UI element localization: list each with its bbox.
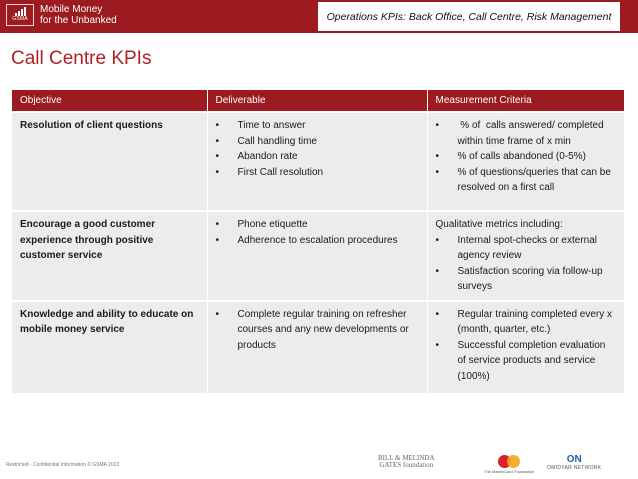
deliverable-item: • First Call resolution bbox=[216, 165, 419, 181]
header-measurement-criteria: Measurement Criteria bbox=[427, 90, 624, 112]
omidyar-network-logo bbox=[547, 455, 601, 471]
mastercard-logo-text: The MasterCard Foundation bbox=[484, 469, 535, 474]
deliverable-item: • Adherence to escalation procedures bbox=[216, 233, 419, 249]
header-bar bbox=[0, 0, 638, 33]
deliverable-item: • Complete regular training on refresher courses and any new developments or products bbox=[216, 307, 419, 354]
criteria-intro: Qualitative metrics including: bbox=[435, 219, 563, 230]
criteria-item: • % of calls answered/ completed within time frame of x min bbox=[436, 118, 617, 149]
kpi-table bbox=[12, 90, 624, 393]
objective-cell: Resolution of client questions bbox=[12, 112, 207, 211]
table-row bbox=[12, 211, 624, 301]
objective-cell: Encourage a good customer experience through positive customer service bbox=[12, 211, 207, 301]
criteria-cell bbox=[427, 211, 624, 301]
gates-foundation-logo bbox=[378, 455, 435, 469]
gsma-logo bbox=[6, 4, 117, 26]
table-row bbox=[12, 301, 624, 393]
table-header-row bbox=[12, 90, 624, 112]
deliverable-cell bbox=[207, 211, 427, 301]
deliverable-item: • Phone etiquette bbox=[216, 217, 419, 233]
deliverable-item: • Time to answer bbox=[216, 118, 419, 134]
deliverable-cell bbox=[207, 301, 427, 393]
deliverable-item: • Call handling time bbox=[216, 134, 419, 150]
mastercard-foundation-logo bbox=[484, 455, 534, 474]
criteria-cell bbox=[427, 112, 624, 211]
logo-mark-text: GSMA bbox=[12, 16, 28, 22]
criteria-item: • % of calls abandoned (0-5%) bbox=[436, 149, 617, 165]
confidentiality-note: Restricted - Confidential Information © GSMA 2013 bbox=[6, 462, 120, 468]
deliverable-cell bbox=[207, 112, 427, 211]
objective-cell: Knowledge and ability to educate on mobile money service bbox=[12, 301, 207, 393]
logo-line-2: for the Unbanked bbox=[40, 15, 117, 26]
section-title: Operations KPIs: Back Office, Call Centre, Risk Management bbox=[318, 2, 620, 31]
logo-line-1: Mobile Money bbox=[40, 4, 103, 15]
deliverable-item: • Abandon rate bbox=[216, 149, 419, 165]
header-deliverable: Deliverable bbox=[207, 90, 427, 112]
omidyar-logo-text: OMIDYAR NETWORK bbox=[547, 465, 602, 471]
omidyar-mark-icon: ON bbox=[566, 454, 582, 465]
criteria-item: • Internal spot-checks or external agency review bbox=[436, 233, 617, 264]
header-objective: Objective bbox=[12, 90, 207, 112]
table-row bbox=[12, 112, 624, 211]
page-title: Call Centre KPIs bbox=[11, 48, 152, 69]
gates-logo-line-2: GATES foundation bbox=[379, 461, 434, 469]
mastercard-circles-icon bbox=[498, 455, 520, 468]
gates-logo-line-1: BILL & MELINDA bbox=[378, 454, 435, 462]
criteria-item: • Satisfaction scoring via follow-up surveys bbox=[436, 264, 617, 295]
criteria-cell bbox=[427, 301, 624, 393]
gsma-logo-icon bbox=[6, 4, 34, 26]
criteria-item: • % of questions/queries that can be resolved on a first call bbox=[436, 165, 617, 196]
criteria-item: • Successful completion evaluation of service products and service (100%) bbox=[436, 338, 617, 385]
criteria-item: • Regular training completed every x (month, quarter, etc.) bbox=[436, 307, 617, 338]
